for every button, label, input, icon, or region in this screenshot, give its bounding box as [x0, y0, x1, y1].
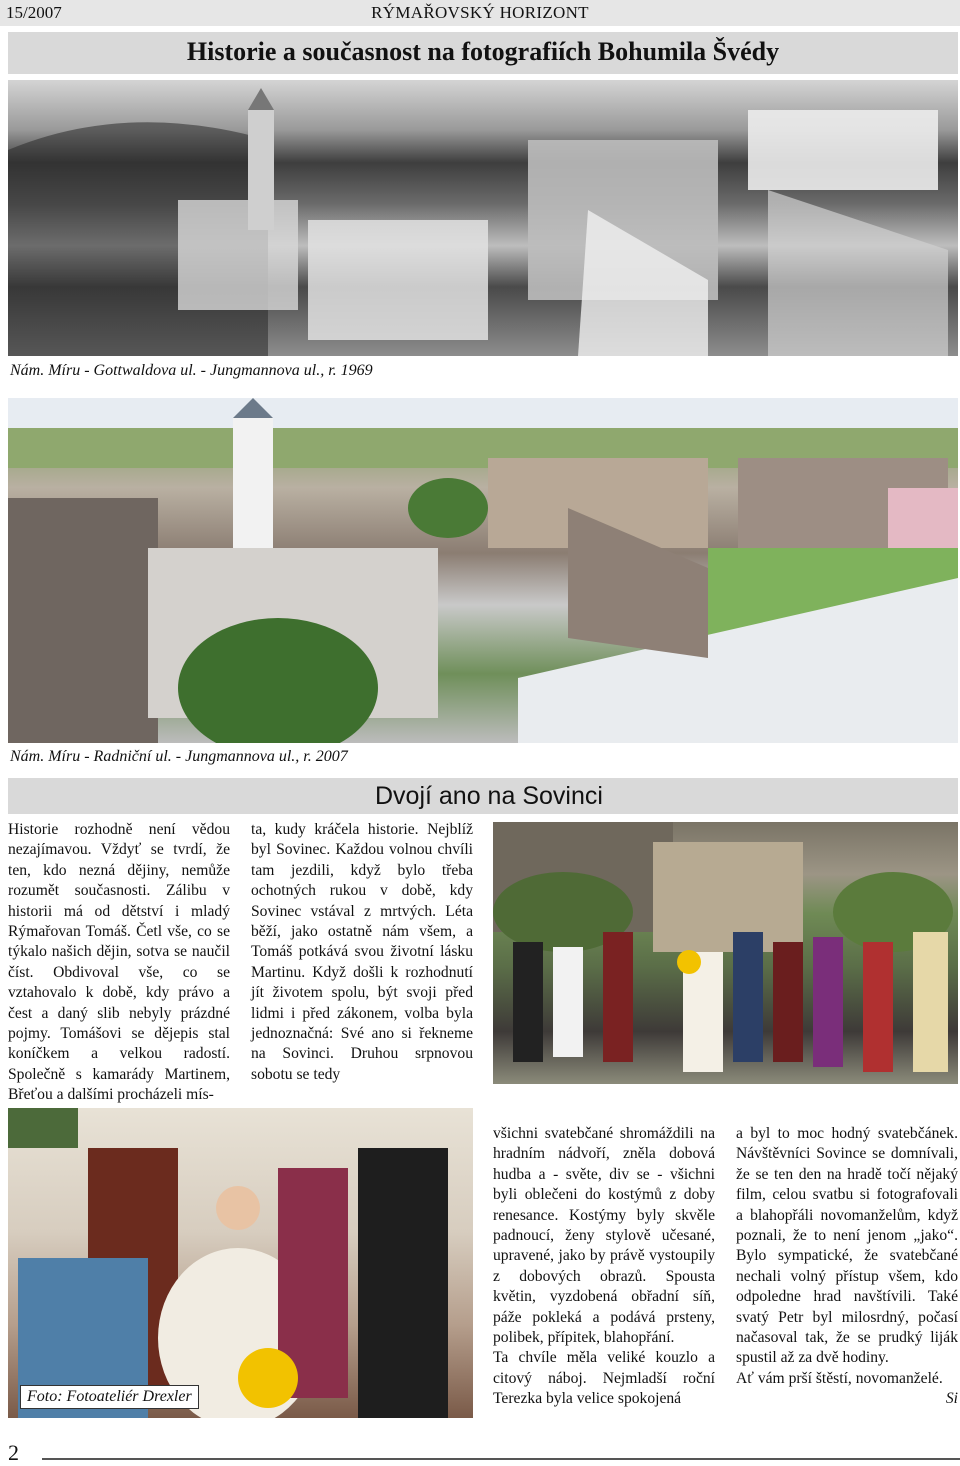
article-paragraph: a byl to moc hodný svatebčánek. Návštěvníci Sovince se domnívali, že se ten den na hradě točí nějaký film, celou svatbu si fotografovali a blahopřáli novomanželům, když poznali, že to není jenom „jako“. Bylo sympatické, že svatebčané nechali volný přístup všem, kdo odpoledne hrad navštívili. Také svatý Petr byl milosrdný, počasí načasoval tak, že se prudký liják spustil až za dvě hodiny.	[736, 1125, 958, 1367]
issue-number: 15/2007	[6, 3, 62, 22]
page-number: 2	[8, 1440, 19, 1465]
article-paragraph: Ať vám prší štěstí, novomanželé.	[736, 1369, 943, 1387]
wedding-group-photo	[493, 822, 958, 1084]
article-column-3	[493, 1124, 715, 1410]
photo-credit: Foto: Fotoateliér Drexler	[20, 1385, 199, 1409]
article-title: Dvojí ano na Sovinci	[375, 782, 603, 810]
article-paragraph: všichni svatebčané shromáždili na hradním nádvoří, zněla dobová hudba a - světe, div se - všichni byli oblečeni do kostýmů z doby renesance. Kostýmy byly skvěle padnoucí, ženy stylově učesané, upravené, jako by právě vystoupily z dobových obrazů. Spousta květin, vyzdobená obřadní síň, páže pokleká a podává prsteny, polibek, přípitek, blahopřání.	[493, 1125, 715, 1347]
article-column-1	[8, 820, 230, 1106]
photo-1969-caption: Nám. Míru - Gottwaldova ul. - Jungmannova ul., r. 1969	[10, 362, 373, 379]
magazine-name: RÝMAŘOVSKÝ HORIZONT	[371, 3, 589, 22]
photo-1969-illustration	[8, 80, 958, 356]
photo-2007-illustration	[8, 398, 958, 743]
author-signature: Si	[945, 1390, 958, 1408]
ceremony-illustration	[8, 1108, 473, 1418]
wedding-group-illustration	[493, 822, 958, 1084]
footer-rule	[42, 1458, 960, 1460]
article-paragraph: Ta chvíle měla veliké kouzlo a citový náboj. Nejmladší roční Terezka byla velice spokojená	[493, 1349, 715, 1408]
page-title: Historie a současnost na fotografiích Bohumila Švédy	[186, 37, 780, 66]
article-column-4	[736, 1124, 958, 1410]
photo-1969	[8, 80, 958, 356]
photo-2007-caption: Nám. Míru - Radniční ul. - Jungmannova ul., r. 2007	[10, 748, 348, 765]
article-column-2	[251, 820, 473, 1085]
article-paragraph: ta, kudy kráčela historie. Nejblíž byl Sovinec. Každou volnou chvíli tam jezdili, když bylo třeba ochotných rukou v době, kdy Sovinec vstával z mrtvých. Léta běží, jako ostatně nám všem, a Tomáš potkává svou životní lásku Martinu. Když došli k rozhodnutí jít životem spolu, být svoji před lidmi i před zákonem, volba byla jednoznačná: Své ano si řekneme na Sovinci. Druhou srpnovou sobotu se tedy	[251, 821, 473, 1083]
photo-2007	[8, 398, 958, 743]
article-paragraph: Historie rozhodně není vědou nezajímavou. Vždyť se tvrdí, že ten, kdo nezná dějiny, nemůže rozumět současnosti. Zálibu v historii má od dětství i mladý Rýmařovan Tomáš. Četl vše, co se týkalo našich dějin, sotva se naučil číst. Obdivoval vše, co se vztahovalo k době, kdy právo a čest a daný slib nebyly prázdné pojmy. Tomášovi se dějepis stal koníčkem a velkou radostí. Společně s kamarády Martinem, Břeťou a dalšími procházeli mís-	[8, 821, 230, 1104]
ceremony-photo	[8, 1108, 473, 1418]
